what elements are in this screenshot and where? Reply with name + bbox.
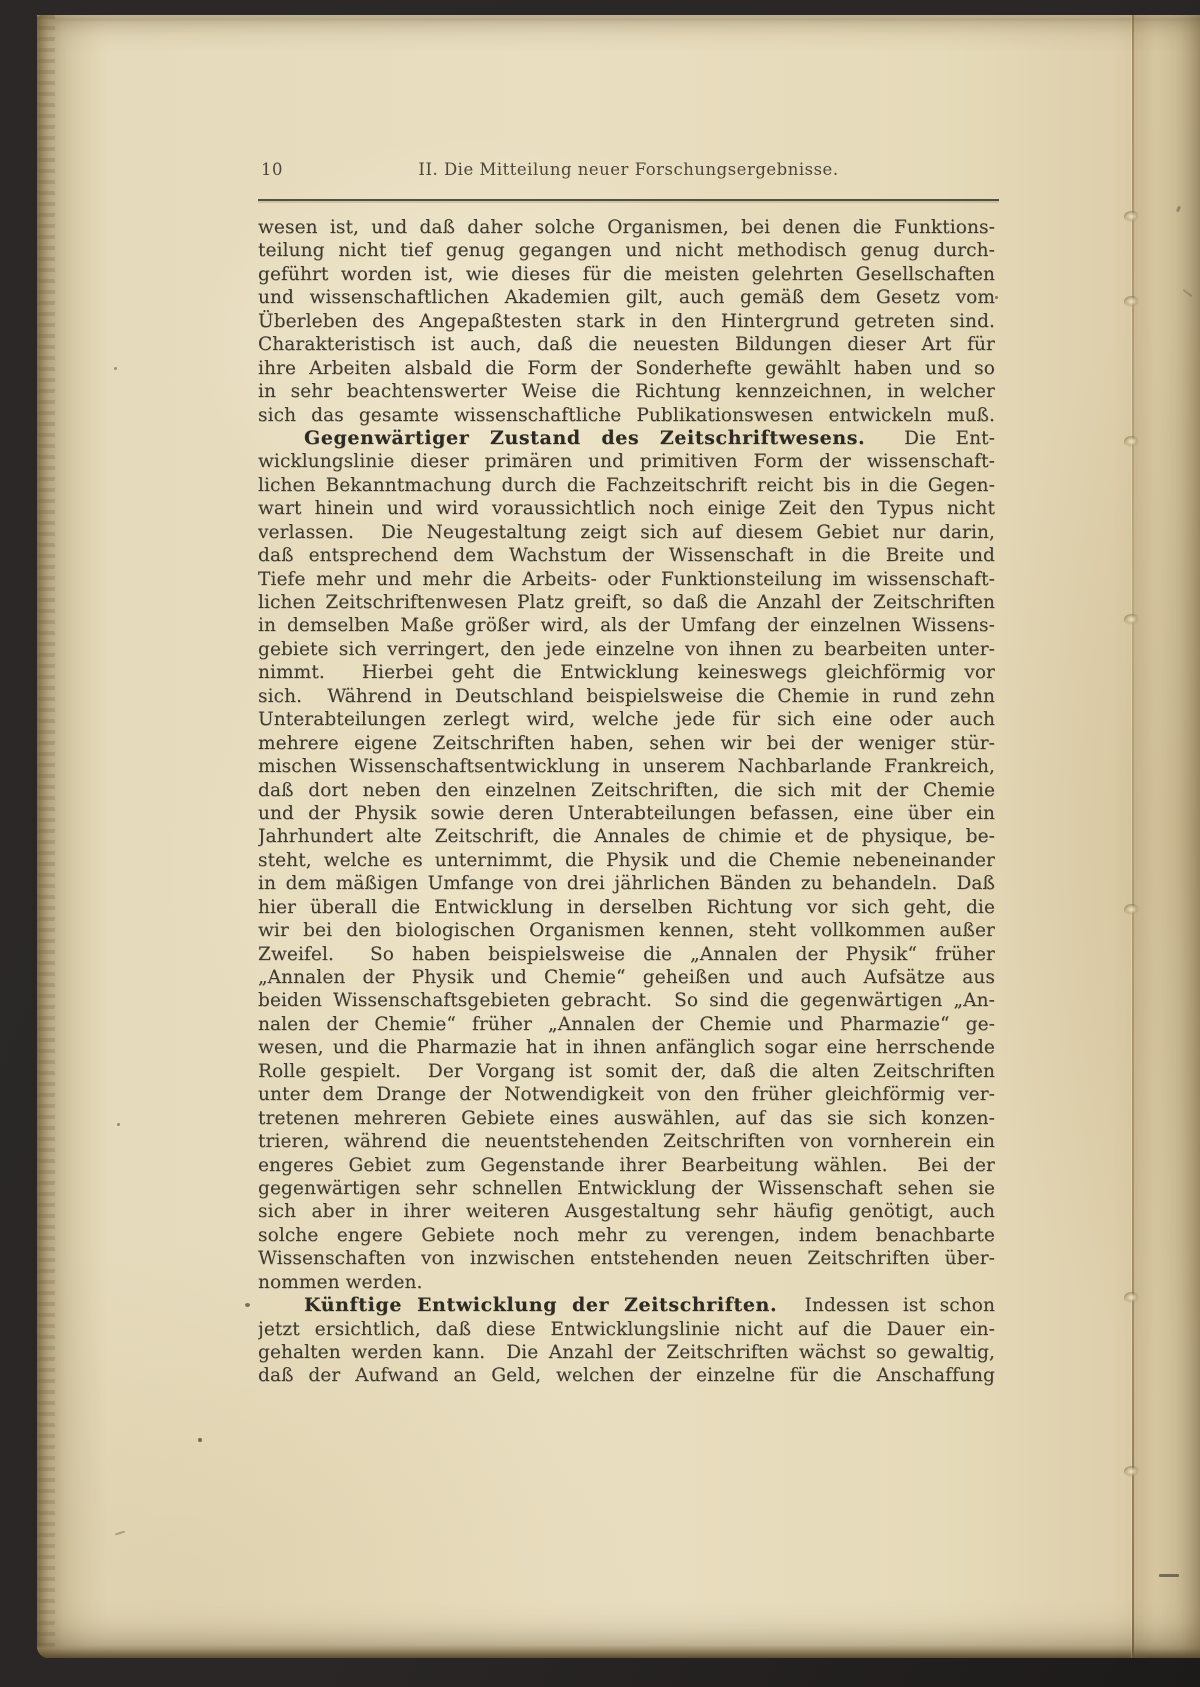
text-line: Gegenwärtiger Zustand des Zeitschriftwesens. Die Ent- [304, 426, 995, 449]
text-line: lichen Zeitschriftenwesen Platz greift, so daß die Anzahl der Zeitschriften [258, 592, 995, 613]
page-deckle-edge [37, 15, 55, 1658]
text-line: Unterabteilungen zerlegt wird, welche jede für sich eine oder auch [258, 709, 995, 731]
paper-fiber [1183, 289, 1193, 297]
text-line: Künftige Entwicklung der Zeitschriften. Indessen ist schon [304, 1294, 995, 1317]
text-line: Charakteristisch ist auch, daß die neuesten Bildungen dieser Art für [258, 334, 995, 356]
text-line: und wissenschaftlichen Akademien gilt, auch gemäß dem Gesetz vom [258, 287, 995, 309]
text-line: nimmt. Hierbei geht die Entwicklung keineswegs gleichförmig vor [258, 662, 995, 684]
text-line: wart hinein und wird voraussichtlich noch einige Zeit den Typus nicht [258, 498, 995, 520]
text-line: und der Physik sowie deren Unterabteilungen befassen, eine über ein [258, 802, 995, 824]
text-line: Tiefe mehr und mehr die Arbeits- oder Funktionsteilung im wissenschaft- [258, 568, 995, 590]
text-line: wicklungslinie dieser primären und primitiven Form der wissenschaft- [258, 451, 995, 473]
text-line: Wissenschaften von inzwischen entstehenden neuen Zeitschriften über- [258, 1248, 995, 1270]
text-line: sich das gesamte wissenschaftliche Publikationswesen entwickeln muß. [258, 404, 995, 426]
binding-stitch [1124, 296, 1139, 307]
text-line: in demselben Maße größer wird, als der Umfang der einzelnen Wissens- [258, 615, 995, 637]
binding-stitch [1124, 614, 1139, 625]
paper-fiber [115, 1531, 125, 1536]
paper-speck [117, 1123, 120, 1126]
text-line: gebiete sich verringert, den jede einzelne von ihnen zu bearbeiten unter- [258, 638, 995, 660]
text-line: jetzt ersichtlich, daß diese Entwicklungslinie nicht auf die Dauer ein- [258, 1318, 995, 1340]
text-line: nalen der Chemie“ früher „Annalen der Chemie und Pharmazie“ ge- [258, 1013, 995, 1035]
text-line: geführt worden ist, wie dieses für die meisten gelehrten Gesellschaften [258, 263, 995, 285]
text-line: Rolle gespielt. Der Vorgang ist somit der, daß die alten Zeitschriften [258, 1060, 995, 1082]
text-line: ihre Arbeiten alsbald die Form der Sonderhefte gewählt haben und so [258, 357, 995, 379]
text-line: teilung nicht tief genug gegangen und nicht methodisch genug durch- [258, 240, 995, 262]
text-line: solche engere Gebiete noch mehr zu verengen, indem benachbarte [258, 1224, 995, 1246]
paper-speck [1176, 206, 1181, 213]
header-rule [258, 199, 999, 201]
page-top-edge [37, 15, 1200, 22]
gutter-crease [1132, 15, 1134, 1658]
page-bottom-edge [37, 1645, 1200, 1658]
text-line: daß entsprechend dem Wachstum der Wissenschaft in die Breite und [258, 545, 995, 567]
text-line: nommen werden. [258, 1271, 423, 1293]
text-line: gegenwärtigen sehr schnellen Entwicklung der Wissenschaft sehen sie [258, 1177, 995, 1199]
text-line: steht, welche es unternimmt, die Physik und die Chemie nebeneinander [258, 849, 995, 871]
binding-stitch [1124, 1466, 1139, 1477]
ink-dot [995, 296, 998, 299]
ink-dash [1159, 1574, 1179, 1577]
text-line: daß dort neben den einzelnen Zeitschriften, die sich mit der Chemie [258, 779, 995, 801]
text-line: in sehr beachtenswerter Weise die Richtung kennzeichnen, in welcher [258, 381, 995, 403]
paper-speck [245, 1303, 250, 1307]
running-title: II. Die Mitteilung neuer Forschungsergebnisse. [418, 160, 839, 179]
text-line: engeres Gebiet zum Gegenstande ihrer Bearbeitung wählen. Bei der [258, 1154, 995, 1176]
text-line: trieren, während die neuentstehenden Zeitschriften von vornherein ein [258, 1131, 995, 1153]
text-line: „Annalen der Physik und Chemie“ geheißen und auch Aufsätze aus [258, 967, 995, 988]
text-line: wesen, und die Pharmazie hat in ihnen anfänglich sogar eine herrschende [258, 1037, 995, 1059]
binding-stitch [1124, 211, 1139, 222]
text-line: beiden Wissenschaftsgebieten gebracht. So sind die gegenwärtigen „An- [258, 990, 995, 1012]
text-line: tretenen mehreren Gebiete eines auswählen, auf das sie sich konzen- [258, 1107, 995, 1129]
binding-stitch [1124, 436, 1139, 447]
text-line: sich. Während in Deutschland beispielsweise die Chemie in rund zehn [258, 685, 995, 707]
facing-page-fold [1134, 15, 1200, 1658]
binding-stitch [1124, 1292, 1139, 1303]
paper-speck [198, 1438, 202, 1442]
body-text [258, 216, 995, 1388]
text-line: daß der Aufwand an Geld, welchen der einzelne für die Anschaffung [258, 1365, 995, 1387]
text-line: Jahrhundert alte Zeitschrift, die Annales de chimie et de physique, be- [258, 826, 995, 848]
running-head [258, 158, 999, 184]
text-line: hier überall die Entwicklung in derselben Richtung vor sich geht, die [258, 896, 995, 918]
text-line: sich aber in ihrer weiteren Ausgestaltung sehr häufig genötigt, auch [258, 1201, 995, 1223]
binding-stitch [1124, 904, 1139, 915]
text-line: in dem mäßigen Umfange von drei jährlichen Bänden zu behandeln. Daß [258, 873, 995, 895]
text-line: verlassen. Die Neugestaltung zeigt sich auf diesem Gebiet nur darin, [258, 521, 995, 543]
paragraph-lead: Künftige Entwicklung der Zeitschriften. [304, 1294, 778, 1317]
text-line: wir bei den biologischen Organismen kennen, steht vollkommen außer [258, 920, 995, 942]
text-line: Zweifel. So haben beispielsweise die „Annalen der Physik“ früher [258, 943, 995, 965]
text-line: mehrere eigene Zeitschriften haben, sehen wir bei der weniger stür- [258, 732, 995, 754]
text-line: gehalten werden kann. Die Anzahl der Zeitschriften wächst so gewaltig, [258, 1342, 995, 1363]
page-number: 10 [261, 160, 283, 179]
text-line: mischen Wissenschaftsentwicklung in unserem Nachbarlande Frankreich, [258, 756, 995, 778]
text-line: wesen ist, und daß daher solche Organismen, bei denen die Funktions- [258, 217, 995, 238]
text-line: Überleben des Angepaßtesten stark in den Hintergrund getreten sind. [258, 310, 995, 332]
text-line: lichen Bekanntmachung durch die Fachzeitschrift reicht bis in die Gegen- [258, 474, 995, 496]
text-line: unter dem Drange der Notwendigkeit von den früher gleichförmig ver- [258, 1084, 995, 1106]
book-page [37, 15, 1200, 1658]
paragraph-lead: Gegenwärtiger Zustand des Zeitschriftwesens. [304, 426, 866, 449]
paper-speck [114, 367, 117, 370]
